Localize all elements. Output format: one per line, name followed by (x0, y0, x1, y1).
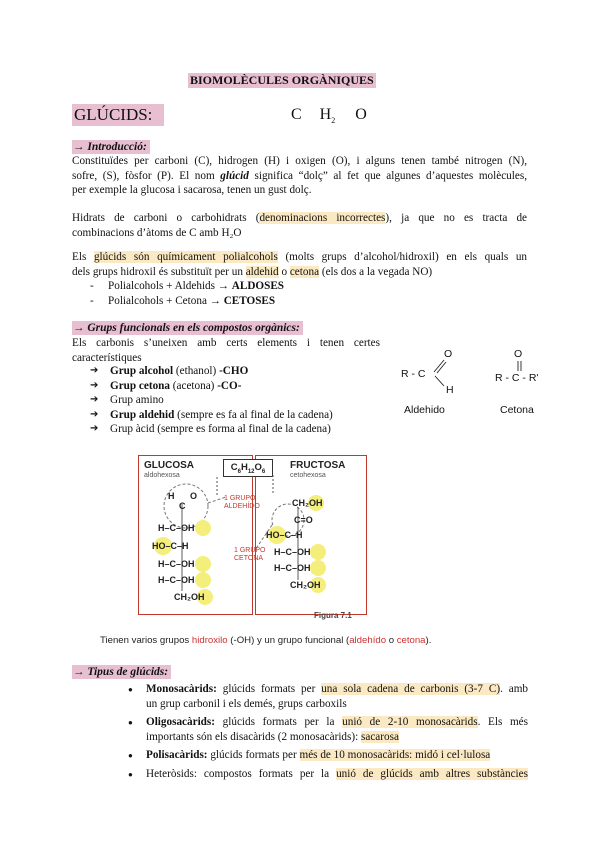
aldehyde-o: O (444, 348, 453, 360)
dash-item-text: Polialcohols + Aldehids → (108, 280, 232, 293)
f-top-ch2: CH₂ (292, 498, 309, 508)
list-item (128, 682, 528, 711)
intro-p2-post: ), ja que no es tracta de (385, 212, 527, 224)
intro-p3-cetona: cetona (289, 265, 320, 278)
fg-item-text: (acetona) (169, 379, 218, 392)
section-title: GLÚCIDS: (72, 104, 164, 126)
fg-item-text: Grup amino (110, 394, 164, 407)
figure-caption (100, 635, 431, 646)
glucose-bottom (174, 592, 205, 602)
formula-h: H (319, 106, 332, 123)
caption-hidroxilo: hidroxilo (191, 635, 228, 646)
fructose-row (266, 530, 303, 540)
type-pre: Heteròsids: compostos formats per la (146, 767, 337, 780)
fructose-bottom (290, 580, 321, 590)
dash-list (72, 279, 527, 308)
intro-p3-pre: Els (72, 251, 87, 263)
f-co-o: =O (300, 515, 313, 525)
mf-c: C (230, 462, 238, 473)
g-row-left: H– (158, 559, 170, 569)
g-bottom-oh: OH (191, 592, 205, 602)
fg-item-bold: Grup aldehid (110, 408, 175, 421)
fructose-carbonyl (294, 515, 313, 525)
g-bottom-ch2: CH₂ (174, 592, 191, 602)
glucose-top-h: H (168, 491, 175, 501)
grupo-aldehido-label (224, 495, 260, 511)
f-bottom-ch2: CH₂ (290, 580, 307, 590)
intro-p2-line2: combinacions d’àtoms de C amb H₂O (72, 226, 242, 239)
ketone-formula: R - C - R' (495, 372, 539, 384)
glucose-top-o: O (190, 491, 198, 501)
g-row-left: H– (158, 523, 170, 533)
formula-header (291, 106, 367, 125)
intro-p2-highlight: denominacions incorrectes (259, 212, 386, 224)
fructosa-title: FRUCTOSA (290, 460, 346, 471)
list-item (90, 379, 390, 394)
type-line2-pre: importants són els disacàrids (2 monosacàrids): (146, 730, 362, 743)
glucosa-subtitle: aldohexosa (144, 472, 180, 479)
mf-o-sub: 6 (261, 468, 266, 475)
intro-p1-glucid-word: glúcid (220, 169, 249, 182)
type-post: . amb (500, 683, 529, 695)
mf-c-sub: 6 (237, 468, 241, 475)
intro-paragraph-2 (72, 211, 527, 240)
ketone-structure (492, 346, 562, 426)
glucose-row (152, 541, 189, 551)
fg-intro-line1: Els carbonis s’uneixen amb certs elements i tenen certes (72, 337, 380, 349)
type-highlight: una sola cadena de carbonis (3-7 C) (321, 683, 501, 695)
grupo-cetona-2: CETONA (234, 555, 264, 562)
type-pre: glúcids formats per (216, 683, 322, 695)
type-pre: glúcids formats per (207, 749, 300, 762)
intro-heading: → Introducció: (72, 140, 150, 154)
type-line2-highlight: sacarosa (361, 730, 399, 743)
aldehyde-bonds (432, 354, 448, 390)
list-item (90, 408, 390, 423)
intro-p3-l2-pre: dels grups hidroxil és substituït per un (72, 265, 243, 278)
f-row-left: HO– (266, 530, 285, 540)
f-co-c: C (294, 515, 301, 525)
grupo-aldehido-2: ALDEHÍDO (224, 503, 260, 510)
intro-p3-o: o (281, 265, 288, 278)
grupo-cetona-label (234, 547, 266, 563)
list-item (72, 294, 527, 309)
intro-p3-highlight: glúcids són químicament polialcohols (93, 251, 278, 263)
intro-p1-line2-pre: sofre, (S), fòsfor (P). El nom (72, 169, 215, 182)
list-item (90, 422, 390, 437)
mf-h-sub: 12 (247, 468, 255, 475)
types-heading: → Tipus de glúcids: (72, 665, 171, 679)
functional-groups-intro (72, 336, 380, 365)
ketone-label: Cetona (500, 404, 534, 416)
f-row-left: H– (274, 563, 286, 573)
intro-p1-line2 (72, 169, 527, 184)
g-row-right: –OH (176, 523, 195, 533)
fg-item-bold: Grup alcohol (110, 365, 174, 377)
formula-c: C (291, 106, 302, 123)
mf-h: H (240, 462, 248, 473)
f-row-left: H– (274, 547, 286, 557)
g-row-c: C (169, 575, 177, 585)
aldehyde-h: H (446, 384, 454, 396)
ketone-o: O (514, 348, 523, 360)
fg-item-text: Grup àcid (sempre es forma al final de la cadena) (110, 423, 331, 436)
fg-item-bold: Grup cetona (110, 379, 170, 392)
fg-item-bold2: -CHO (219, 365, 249, 377)
type-bold: Monosacàrids: (146, 683, 217, 695)
type-bold: Oligosacàrids: (146, 716, 215, 729)
intro-p2-pre: Hidrats de carboni o carbohidrats ( (72, 212, 260, 224)
g-row-c: C (169, 559, 177, 569)
caption-mid: (-OH) y un grupo funcional ( (227, 635, 350, 646)
list-item (90, 364, 390, 379)
f-row-right: –H (291, 530, 303, 540)
glucose-top-c: C (179, 501, 186, 511)
aldehyde-structure (398, 346, 478, 426)
g-row-right: –OH (176, 559, 195, 569)
intro-paragraph-1 (72, 154, 527, 198)
figure-label: Figura 7.1 (314, 611, 352, 620)
fructose-row (274, 547, 311, 557)
g-row-left: H– (158, 575, 170, 585)
type-highlight: unió de 2-10 monosacàrids (342, 716, 478, 729)
fructosa-subtitle: cetohexosa (290, 472, 326, 479)
f-row-c: C (285, 547, 293, 557)
grupo-cetona-1: 1 GRUPO (234, 547, 266, 554)
list-item (128, 715, 528, 744)
g-row-left: HO– (152, 541, 171, 551)
aldehyde-label: Aldehido (404, 404, 445, 416)
list-item (128, 767, 528, 782)
f-bottom-oh: OH (307, 580, 321, 590)
g-row-right: –H (177, 541, 189, 551)
glucose-row (158, 575, 195, 585)
f-row-right: –OH (292, 547, 311, 557)
aldehyde-r: R - C (401, 368, 426, 380)
intro-p3-post: (molts grups d’alcohol/hidroxil) en els quals un (285, 251, 528, 263)
formula-h-sub: 2 (331, 116, 336, 126)
caption-post: ). (425, 635, 432, 646)
g-row-c: C (169, 523, 177, 533)
formula-o: O (355, 106, 367, 123)
g-row-right: –OH (176, 575, 195, 585)
fg-intro-line2: característiques (72, 351, 142, 364)
intro-p1-line1: Constituïdes per carboni (C), hidrogen (H) i oxigen (O), i alguns tenen també nitrogen (N), (72, 155, 527, 167)
glucose-row (158, 523, 195, 533)
type-line2: un grup carbonil i els demés, grups carboxils (146, 697, 347, 710)
g-row-c: C (170, 541, 178, 551)
list-item (72, 279, 527, 294)
types-list (128, 682, 528, 782)
functional-groups-list (90, 364, 390, 437)
dash-item-text: Polialcohols + Cetona → (108, 294, 224, 307)
intro-p1-line2-post: significa “dolç” al fet que algunes d’aquestes molècules, (254, 169, 527, 182)
caption-aldehido: aldehído (349, 635, 387, 646)
type-pre: glúcids formats per la (215, 716, 343, 729)
glucose-fructose-figure (138, 455, 366, 625)
fg-item-bold2: -CO- (217, 379, 242, 392)
f-row-c: C (285, 563, 293, 573)
list-item (128, 748, 528, 763)
glucose-row (158, 559, 195, 569)
intro-p3-aldehid: aldehid (245, 265, 279, 278)
grupo-aldehido-1: 1 GRUPO (224, 495, 256, 502)
list-item (90, 393, 390, 408)
caption-pre: Tienen varios grupos (100, 635, 192, 646)
type-bold: Polisacàrids: (146, 749, 208, 762)
type-highlight: més de 10 monosacàrids: midó i cel·lulosa (299, 749, 491, 762)
fg-item-text: (sempre es fa al final de la cadena) (174, 408, 333, 421)
type-highlight: unió de glúcids amb altres substàncies (336, 767, 528, 780)
fructose-top (292, 498, 323, 508)
fg-item-text: (ethanol) (173, 365, 220, 377)
glucosa-title: GLUCOSA (144, 460, 194, 471)
functional-groups-heading: → Grups funcionals en els compostos orgànics: (72, 321, 303, 335)
f-top-oh: OH (309, 498, 323, 508)
intro-p1-line3: per exemple la glucosa i sacarosa, tenen un gust dolç. (72, 184, 312, 197)
f-row-right: –OH (292, 563, 311, 573)
intro-paragraph-3 (72, 250, 527, 308)
intro-p2-line1 (72, 211, 527, 226)
intro-p3-line1 (72, 250, 527, 265)
dash-item-bold: ALDOSES (231, 280, 285, 293)
intro-p3-l2-post: (els dos a la vegada NO) (321, 265, 433, 278)
intro-p3-line2 (72, 265, 527, 280)
document-title: BIOMOLÈCULES ORGÀNIQUES (190, 73, 374, 87)
fructose-row (274, 563, 311, 573)
mf-o: O (254, 462, 262, 473)
f-row-c: C (284, 530, 292, 540)
caption-cetona: cetona (396, 635, 426, 646)
dash-item-bold: CETOSES (223, 294, 276, 307)
figure-annotations (138, 455, 366, 615)
type-post: . Els més (477, 716, 528, 729)
caption-o: o (386, 635, 397, 646)
